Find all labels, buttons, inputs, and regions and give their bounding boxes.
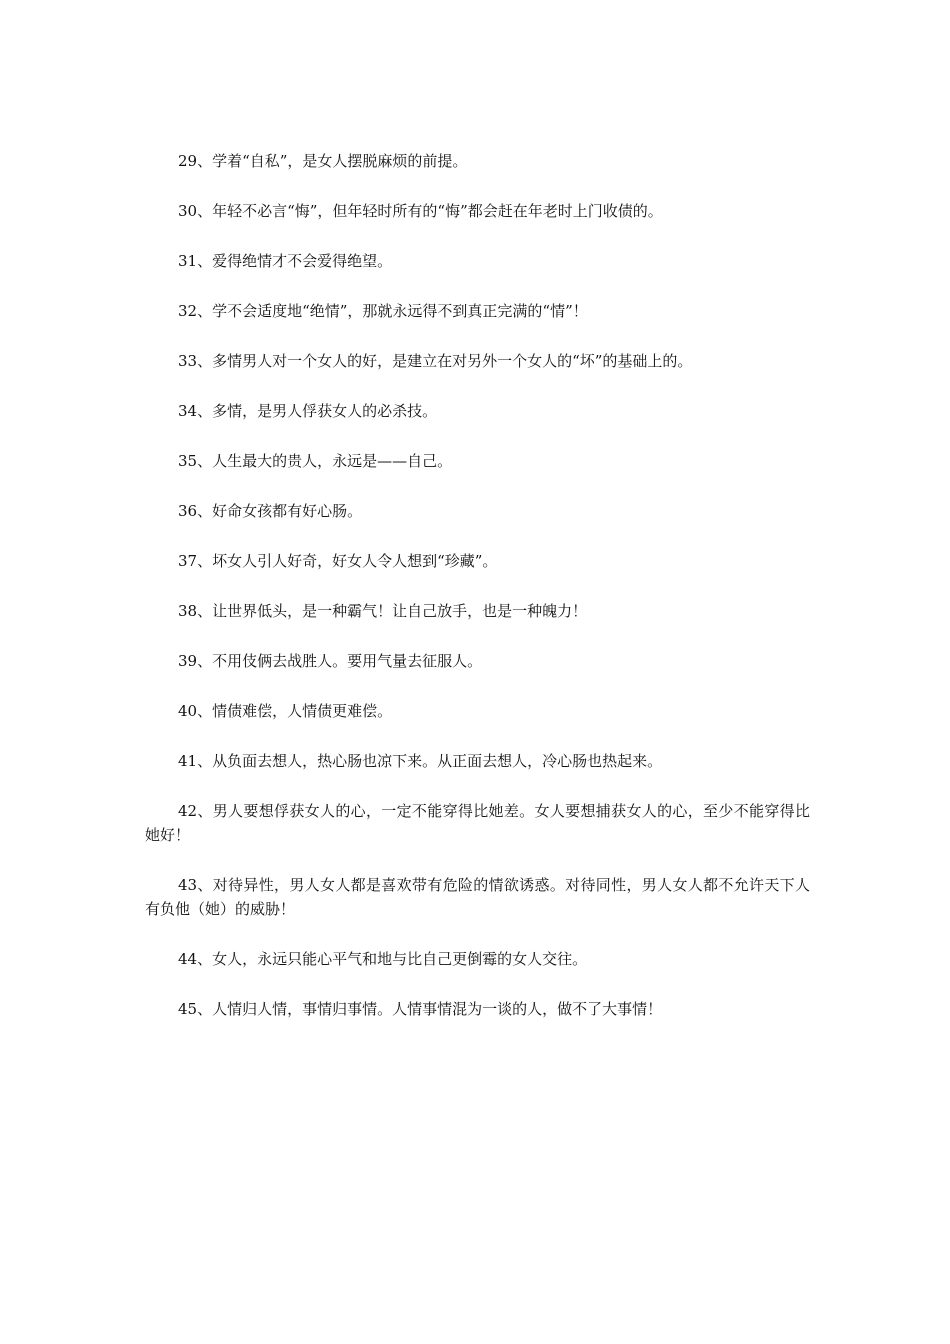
paragraph-33: 33、多情男人对一个女人的好，是建立在对另外一个女人的“坏”的基础上的。 [178, 352, 693, 370]
paragraph-38: 38、让世界低头，是一种霸气！让自己放手，也是一种魄力！ [178, 602, 588, 620]
paragraph-37: 37、坏女人引人好奇，好女人令人想到“珍藏”。 [178, 552, 498, 570]
paragraph-34: 34、多情，是男人俘获女人的必杀技。 [178, 402, 438, 420]
paragraph-43: 43、对待异性，男人女人都是喜欢带有危险的情欲诱惑。对待同性，男人女人都不允许天下人有负他（她）的威胁！ [145, 876, 810, 918]
paragraph-36: 36、好命女孩都有好心肠。 [178, 502, 363, 520]
paragraph-35: 35、人生最大的贵人，永远是——自己。 [178, 452, 453, 470]
paragraph-29: 29、学着“自私”，是女人摆脱麻烦的前提。 [178, 152, 468, 170]
paragraph-45: 45、人情归人情，事情归事情。人情事情混为一谈的人，做不了大事情！ [178, 1000, 663, 1018]
paragraph-44: 44、女人，永远只能心平气和地与比自己更倒霉的女人交往。 [178, 950, 588, 968]
paragraph-32: 32、学不会适度地“绝情”，那就永远得不到真正完满的“情”！ [178, 302, 588, 320]
paragraph-31: 31、爱得绝情才不会爱得绝望。 [178, 252, 393, 270]
document-body [145, 149, 810, 1047]
paragraph-42: 42、男人要想俘获女人的心，一定不能穿得比她差。女人要想捕获女人的心，至少不能穿得比她好！ [145, 802, 810, 844]
paragraph-41: 41、从负面去想人，热心肠也凉下来。从正面去想人，冷心肠也热起来。 [178, 752, 663, 770]
paragraph-39: 39、不用伎俩去战胜人。要用气量去征服人。 [178, 652, 483, 670]
paragraph-30: 30、年轻不必言“悔”，但年轻时所有的“悔”都会赶在年老时上门收债的。 [178, 202, 663, 220]
paragraph-40: 40、情债难偿，人情债更难偿。 [178, 702, 393, 720]
